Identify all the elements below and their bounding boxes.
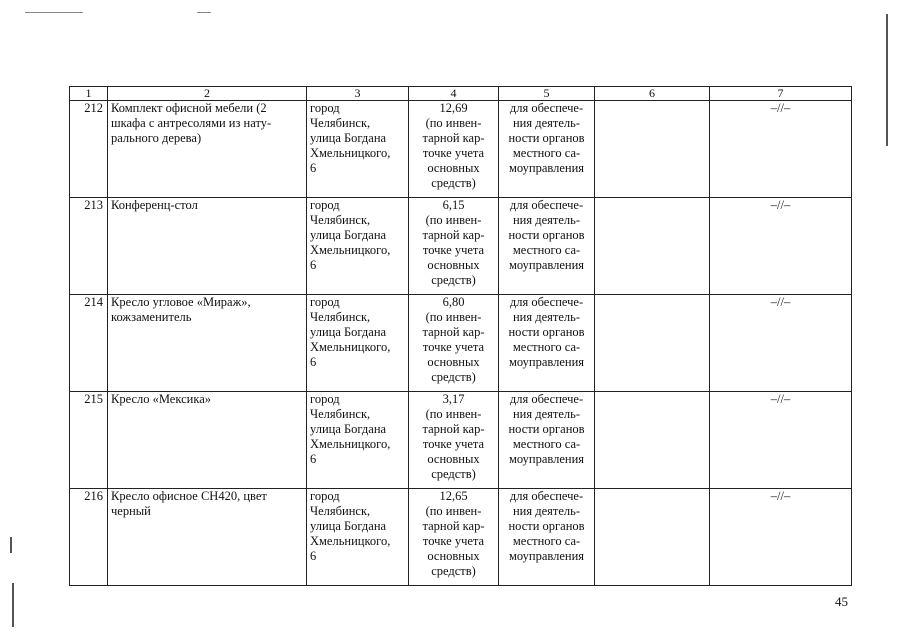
row-number: 216 <box>84 489 103 503</box>
item-name-cell <box>108 489 307 586</box>
item-address-cell <box>307 489 409 586</box>
item-col6-cell <box>595 295 710 392</box>
item-name: Кресло угловое «Мираж», кожзаменитель <box>111 295 251 324</box>
row-number: 214 <box>84 295 103 309</box>
row-number: 215 <box>84 392 103 406</box>
item-address: город Челябинск, улица Богдана Хмельницкого, 6 <box>310 392 391 466</box>
item-name-cell <box>108 198 307 295</box>
item-note-cell <box>710 392 852 489</box>
item-note-cell <box>710 198 852 295</box>
item-note-cell <box>710 101 852 198</box>
item-purpose-cell <box>499 295 595 392</box>
row-number-cell <box>70 295 108 392</box>
item-purpose: для обеспече- ния деятель- ности органов местного са- моуправления <box>508 101 585 175</box>
item-col6-cell <box>595 489 710 586</box>
item-purpose-cell <box>499 489 595 586</box>
table-row <box>70 489 852 586</box>
row-number-cell <box>70 392 108 489</box>
item-note: –//– <box>770 295 791 309</box>
header-cell: 1 <box>70 87 108 101</box>
item-address-cell <box>307 295 409 392</box>
item-purpose-cell <box>499 101 595 198</box>
item-purpose: для обеспече- ния деятель- ности органов местного са- моуправления <box>508 295 585 369</box>
item-address: город Челябинск, улица Богдана Хмельницкого, 6 <box>310 101 391 175</box>
item-col6-cell <box>595 198 710 295</box>
item-name: Конференц-стол <box>111 198 198 212</box>
item-value-cell <box>409 392 499 489</box>
item-note: –//– <box>770 101 791 115</box>
item-address: город Челябинск, улица Богдана Хмельницкого, 6 <box>310 489 391 563</box>
item-name: Кресло офисное СН420, цвет черный <box>111 489 267 518</box>
header-cell: 5 <box>499 87 595 101</box>
header-cell: 6 <box>595 87 710 101</box>
header-cell: 2 <box>108 87 307 101</box>
table-body <box>70 101 852 586</box>
scan-artifact <box>10 537 12 553</box>
row-number-cell <box>70 489 108 586</box>
row-number-cell <box>70 101 108 198</box>
item-value: 6,15 (по инвен- тарной кар- точке учета основных средств) <box>422 198 485 287</box>
table-row <box>70 295 852 392</box>
row-number-cell <box>70 198 108 295</box>
item-value: 12,69 (по инвен- тарной кар- точке учета основных средств) <box>422 101 485 190</box>
item-value: 12,65 (по инвен- тарной кар- точке учета основных средств) <box>422 489 485 578</box>
item-col6-cell <box>595 101 710 198</box>
table-row <box>70 198 852 295</box>
header-cell: 7 <box>710 87 852 101</box>
item-purpose-cell <box>499 198 595 295</box>
item-note: –//– <box>770 392 791 406</box>
item-note-cell <box>710 489 852 586</box>
item-value-cell <box>409 101 499 198</box>
row-number: 212 <box>84 101 103 115</box>
item-purpose: для обеспече- ния деятель- ности органов местного са- моуправления <box>508 198 585 272</box>
item-note: –//– <box>770 489 791 503</box>
item-note-cell <box>710 295 852 392</box>
item-address-cell <box>307 198 409 295</box>
table-row <box>70 101 852 198</box>
item-col6-cell <box>595 392 710 489</box>
item-note: –//– <box>770 198 791 212</box>
item-address-cell <box>307 392 409 489</box>
page-number: 45 <box>835 594 848 609</box>
property-table <box>69 86 852 586</box>
scan-artifact <box>12 583 14 627</box>
item-name-cell <box>108 392 307 489</box>
row-number: 213 <box>84 198 103 212</box>
item-purpose-cell <box>499 392 595 489</box>
item-value: 3,17 (по инвен- тарной кар- точке учета основных средств) <box>422 392 485 481</box>
item-value-cell <box>409 198 499 295</box>
header-cell: 4 <box>409 87 499 101</box>
scan-artifact <box>197 12 211 13</box>
item-address: город Челябинск, улица Богдана Хмельницкого, 6 <box>310 295 391 369</box>
header-cell: 3 <box>307 87 409 101</box>
item-value: 6,80 (по инвен- тарной кар- точке учета основных средств) <box>422 295 485 384</box>
item-name: Комплект офисной мебели (2 шкафа с антресолями из нату- рального дерева) <box>111 101 272 145</box>
item-address: город Челябинск, улица Богдана Хмельницкого, 6 <box>310 198 391 272</box>
item-name-cell <box>108 101 307 198</box>
item-purpose: для обеспече- ния деятель- ности органов местного са- моуправления <box>508 392 585 466</box>
item-address-cell <box>307 101 409 198</box>
item-purpose: для обеспече- ния деятель- ности органов местного са- моуправления <box>508 489 585 563</box>
table-header-row <box>70 87 852 101</box>
item-value-cell <box>409 489 499 586</box>
scan-artifact <box>25 12 83 13</box>
item-value-cell <box>409 295 499 392</box>
scan-artifact <box>886 14 888 146</box>
item-name-cell <box>108 295 307 392</box>
item-name: Кресло «Мексика» <box>111 392 212 406</box>
table-row <box>70 392 852 489</box>
